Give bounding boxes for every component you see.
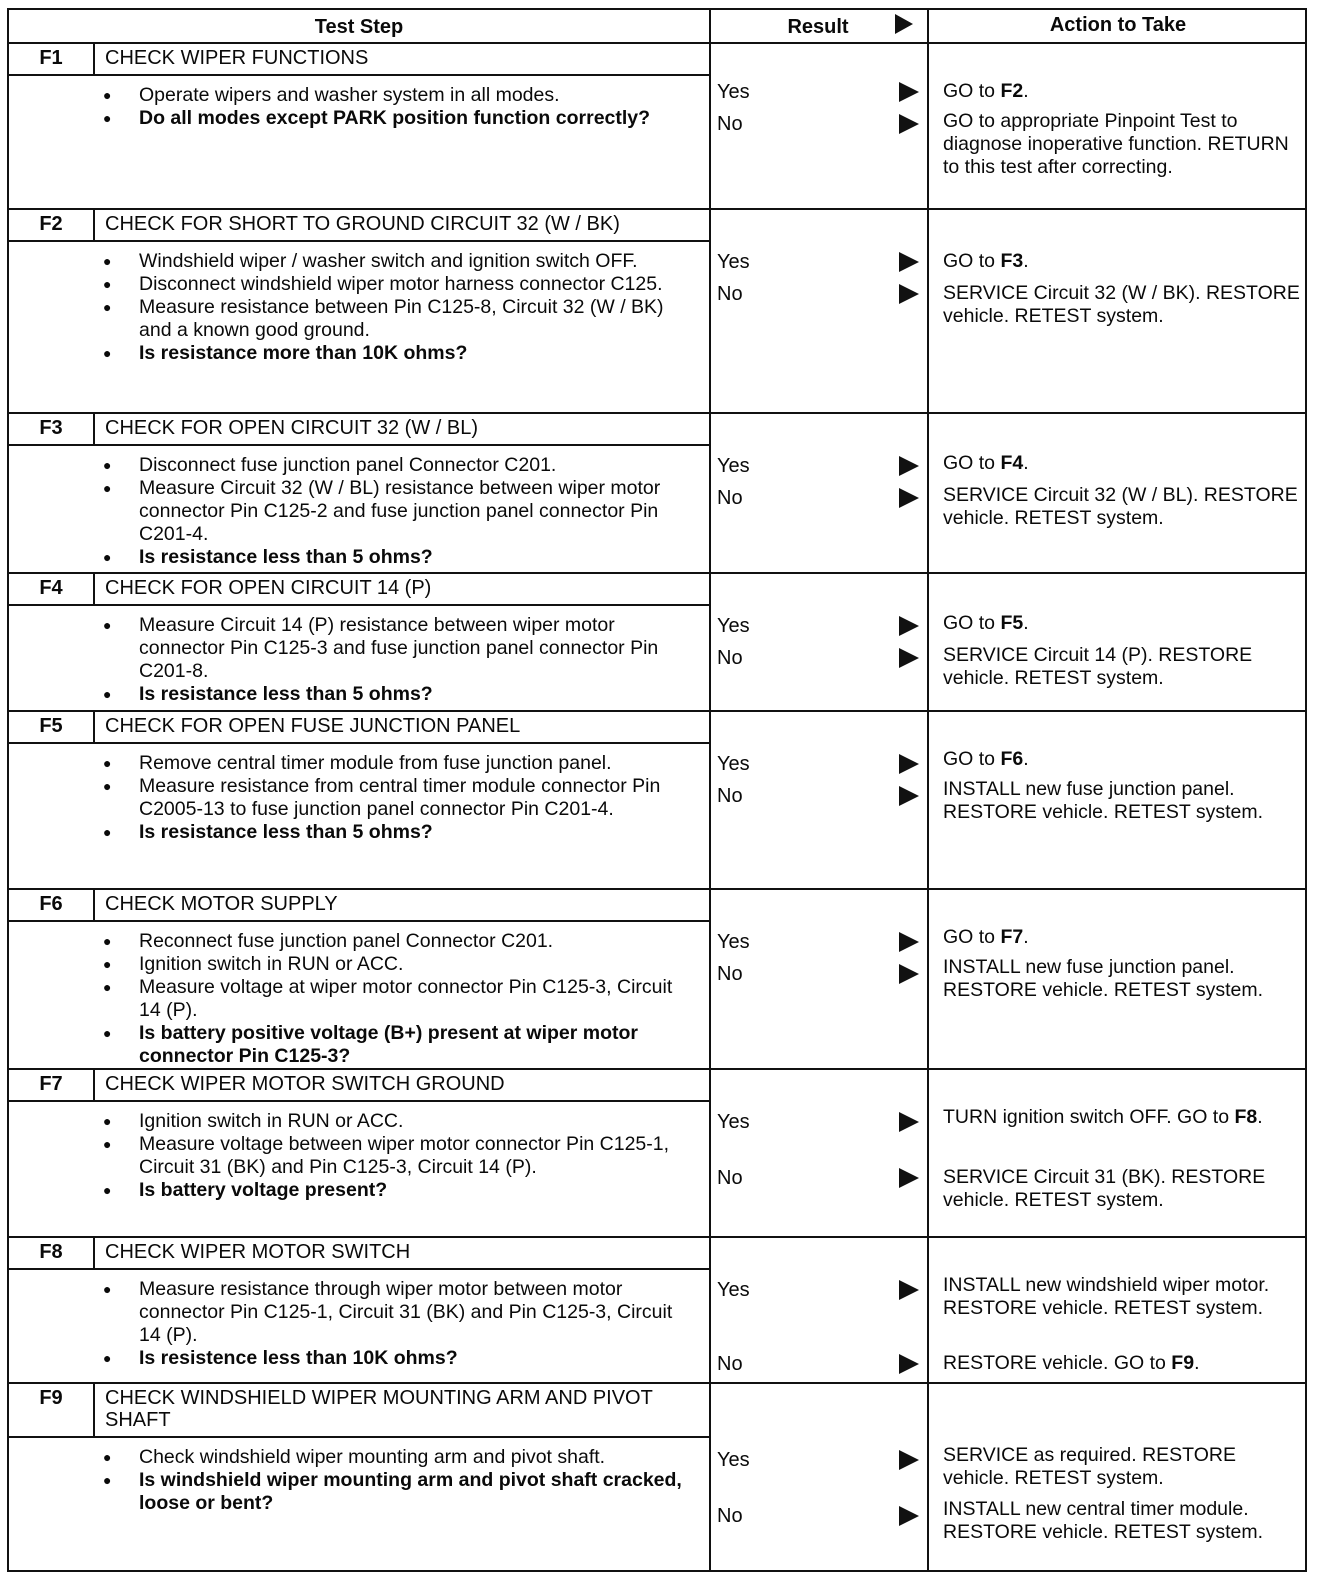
result-cell: [709, 210, 929, 412]
step-instruction: ● Ignition switch in RUN or ACC.: [9, 953, 699, 976]
step-instruction: ● Measure Circuit 14 (P) resistance between wiper motor connector Pin C125-3 and fuse junction panel connector Pin C201-8.: [9, 614, 699, 683]
step-title-bar: [9, 44, 709, 76]
step-title-bar: [9, 1384, 709, 1438]
result-yes-label: Yes: [717, 1111, 750, 1133]
result-yes: [717, 454, 919, 478]
result-yes: [717, 1448, 919, 1472]
result-no: [717, 1352, 919, 1376]
arrow-right-icon: [899, 252, 919, 272]
action-no: SERVICE Circuit 31 (BK). RESTORE vehicle. RETEST system.: [943, 1166, 1266, 1211]
test-step-cell: [9, 210, 711, 412]
step-id: F7: [9, 1070, 95, 1100]
step-title: CHECK WIPER MOTOR SWITCH GROUND: [105, 1073, 505, 1095]
step-question: ● Is resistance less than 5 ohms?: [9, 821, 699, 844]
action-cell: [929, 712, 1307, 888]
step-bullets: [9, 242, 709, 365]
result-no: [717, 282, 919, 306]
step-instruction: ● Ignition switch in RUN or ACC.: [9, 1110, 699, 1133]
step-title: CHECK WIPER MOTOR SWITCH: [105, 1241, 411, 1263]
step-instruction: ● Measure resistance between Pin C125-8, Circuit 32 (W / BK) and a known good ground.: [9, 296, 699, 342]
result-no-label: No: [717, 647, 743, 669]
result-yes-label: Yes: [717, 1449, 750, 1471]
test-step-row: [7, 1070, 1307, 1238]
action-no: INSTALL new central timer module. RESTORE vehicle. RETEST system.: [943, 1498, 1264, 1543]
result-yes-label: Yes: [717, 615, 750, 637]
action-yes: SERVICE as required. RESTORE vehicle. RETEST system.: [943, 1444, 1236, 1489]
step-id: F3: [9, 414, 95, 444]
result-no: [717, 486, 919, 510]
result-no: [717, 784, 919, 808]
test-step-row: [7, 210, 1307, 414]
step-bullets: [9, 1438, 709, 1515]
test-step-row: [7, 1384, 1307, 1572]
step-bullets: [9, 76, 709, 130]
arrow-right-icon: [899, 284, 919, 304]
test-step-cell: [9, 1070, 711, 1236]
test-step-row: [7, 414, 1307, 574]
action-cell: [929, 890, 1307, 1068]
step-bullets: [9, 1270, 709, 1370]
step-title: CHECK FOR SHORT TO GROUND CIRCUIT 32 (W / BK): [105, 213, 620, 235]
step-title-bar: [9, 712, 709, 744]
step-instruction: ● Disconnect fuse junction panel Connector C201.: [9, 454, 699, 477]
action-no: INSTALL new fuse junction panel. RESTORE vehicle. RETEST system.: [943, 778, 1264, 823]
action-yes: GO to F6.: [943, 748, 1029, 770]
step-id: F5: [9, 712, 95, 742]
step-title-bar: [9, 414, 709, 446]
test-step-cell: [9, 1384, 711, 1570]
action-cell: [929, 1238, 1307, 1382]
test-step-cell: [9, 414, 711, 572]
arrow-right-icon: [899, 1280, 919, 1300]
step-title: CHECK FOR OPEN CIRCUIT 32 (W / BL): [105, 417, 479, 439]
action-yes: TURN ignition switch OFF. GO to F8.: [943, 1106, 1263, 1128]
result-no-label: No: [717, 1353, 743, 1375]
arrow-right-icon: [899, 114, 919, 134]
action-yes: GO to F7.: [943, 926, 1029, 948]
test-step-row: [7, 890, 1307, 1070]
step-bullets: [9, 922, 709, 1068]
action-no: RESTORE vehicle. GO to F9.: [943, 1352, 1200, 1374]
header-test-step: Test Step: [9, 10, 711, 42]
result-no: [717, 1166, 919, 1190]
arrow-right-icon: [899, 1506, 919, 1526]
step-instruction: ● Measure resistance through wiper motor between motor connector Pin C125-1, Circuit 31 (BK) and Pin C125-3, Circuit 14 (P).: [9, 1278, 699, 1347]
action-cell: [929, 1384, 1307, 1570]
step-id: F8: [9, 1238, 95, 1268]
test-step-row: [7, 1238, 1307, 1384]
arrow-right-icon: [899, 456, 919, 476]
arrow-right-icon: [899, 616, 919, 636]
arrow-right-icon: [899, 82, 919, 102]
arrow-right-icon: [899, 648, 919, 668]
step-id: F6: [9, 890, 95, 920]
result-yes: [717, 1110, 919, 1134]
result-yes: [717, 1278, 919, 1302]
step-title-bar: [9, 1238, 709, 1270]
arrow-right-icon: [899, 1112, 919, 1132]
result-no-label: No: [717, 785, 743, 807]
step-question: ● Is battery voltage present?: [9, 1179, 699, 1202]
test-step-row: [7, 44, 1307, 210]
result-yes-label: Yes: [717, 251, 750, 273]
arrow-right-icon: [899, 754, 919, 774]
result-yes: [717, 930, 919, 954]
result-yes: [717, 250, 919, 274]
action-yes: GO to F2.: [943, 80, 1029, 102]
result-no-label: No: [717, 113, 743, 135]
arrow-right-icon: [899, 964, 919, 984]
step-title-bar: [9, 890, 709, 922]
step-title: CHECK WIPER FUNCTIONS: [105, 47, 369, 69]
action-cell: [929, 414, 1307, 572]
step-instruction: ● Windshield wiper / washer switch and ignition switch OFF.: [9, 250, 699, 273]
step-instruction: ● Reconnect fuse junction panel Connector C201.: [9, 930, 699, 953]
step-question: ● Is resistance more than 10K ohms?: [9, 342, 699, 365]
action-no: SERVICE Circuit 32 (W / BK). RESTORE vehicle. RETEST system.: [943, 282, 1300, 327]
arrow-right-icon: [899, 1168, 919, 1188]
test-step-cell: [9, 890, 711, 1068]
step-question: ● Is resistance less than 5 ohms?: [9, 546, 699, 569]
action-yes: GO to F5.: [943, 612, 1029, 634]
step-id: F1: [9, 44, 95, 74]
step-instruction: ● Measure voltage at wiper motor connector Pin C125-3, Circuit 14 (P).: [9, 976, 699, 1022]
result-yes-label: Yes: [717, 1279, 750, 1301]
table-body: [7, 44, 1307, 1572]
step-instruction: ● Measure Circuit 32 (W / BL) resistance between wiper motor connector Pin C125-2 and fuse junction panel connector Pin C201-4.: [9, 477, 699, 546]
step-question: ● Do all modes except PARK position function correctly?: [9, 107, 699, 130]
action-cell: [929, 210, 1307, 412]
step-question: ● Is battery positive voltage (B+) present at wiper motor connector Pin C125-3?: [9, 1022, 699, 1068]
action-cell: [929, 574, 1307, 710]
result-no: [717, 646, 919, 670]
test-step-cell: [9, 574, 711, 710]
result-yes-label: Yes: [717, 931, 750, 953]
result-cell: [709, 890, 929, 1068]
result-cell: [709, 1238, 929, 1382]
action-no: SERVICE Circuit 14 (P). RESTORE vehicle. RETEST system.: [943, 644, 1253, 689]
step-instruction: ● Disconnect windshield wiper motor harness connector C125.: [9, 273, 699, 296]
result-no: [717, 962, 919, 986]
step-title: CHECK WINDSHIELD WIPER MOUNTING ARM AND PIVOT SHAFT: [105, 1387, 653, 1431]
result-no-label: No: [717, 1167, 743, 1189]
result-yes-label: Yes: [717, 81, 750, 103]
table-header: [7, 8, 1307, 44]
action-cell: [929, 1070, 1307, 1236]
result-cell: [709, 1384, 929, 1570]
step-id: F4: [9, 574, 95, 604]
arrow-right-icon: [899, 488, 919, 508]
result-cell: [709, 574, 929, 710]
result-no-label: No: [717, 963, 743, 985]
result-no-label: No: [717, 487, 743, 509]
step-bullets: [9, 446, 709, 569]
result-no: [717, 1504, 919, 1528]
action-no: INSTALL new fuse junction panel. RESTORE vehicle. RETEST system.: [943, 956, 1264, 1001]
step-title: CHECK FOR OPEN CIRCUIT 14 (P): [105, 577, 432, 599]
result-cell: [709, 712, 929, 888]
step-title-bar: [9, 1070, 709, 1102]
test-step-cell: [9, 1238, 711, 1382]
result-no: [717, 112, 919, 136]
test-step-row: [7, 574, 1307, 712]
step-bullets: [9, 1102, 709, 1202]
result-yes-label: Yes: [717, 753, 750, 775]
step-title: CHECK FOR OPEN FUSE JUNCTION PANEL: [105, 715, 521, 737]
step-question: ● Is resistence less than 10K ohms?: [9, 1347, 699, 1370]
result-yes: [717, 614, 919, 638]
action-cell: [929, 44, 1307, 208]
step-instruction: ● Check windshield wiper mounting arm and pivot shaft.: [9, 1446, 699, 1469]
step-instruction: ● Measure voltage between wiper motor connector Pin C125-1, Circuit 31 (BK) and Pin C125-3, Circuit 14 (P).: [9, 1133, 699, 1179]
result-no-label: No: [717, 283, 743, 305]
result-yes: [717, 752, 919, 776]
result-yes-label: Yes: [717, 455, 750, 477]
action-yes: GO to F3.: [943, 250, 1029, 272]
arrow-right-icon: [899, 1450, 919, 1470]
header-action: Action to Take: [1049, 14, 1187, 36]
action-no: GO to appropriate Pinpoint Test to diagnose inoperative function. RETURN to this test after correcting.: [943, 110, 1289, 178]
action-yes: GO to F4.: [943, 452, 1029, 474]
step-bullets: [9, 606, 709, 706]
step-id: F9: [9, 1384, 95, 1436]
step-title-bar: [9, 574, 709, 606]
step-instruction: ● Operate wipers and washer system in all modes.: [9, 84, 699, 107]
test-step-cell: [9, 712, 711, 888]
step-question: ● Is windshield wiper mounting arm and pivot shaft cracked, loose or bent?: [9, 1469, 699, 1515]
step-instruction: ● Remove central timer module from fuse junction panel.: [9, 752, 699, 775]
result-cell: [709, 1070, 929, 1236]
step-title-bar: [9, 210, 709, 242]
arrow-right-icon: [899, 786, 919, 806]
result-cell: [709, 44, 929, 208]
diagnostic-table: [7, 8, 1307, 1572]
result-yes: [717, 80, 919, 104]
header-result: Result: [709, 10, 929, 42]
action-yes: INSTALL new windshield wiper motor. RESTORE vehicle. RETEST system.: [943, 1274, 1270, 1319]
step-question: ● Is resistance less than 5 ohms?: [9, 683, 699, 706]
step-instruction: ● Measure resistance from central timer module connector Pin C2005-13 to fuse junction panel connector Pin C201-4.: [9, 775, 699, 821]
step-title: CHECK MOTOR SUPPLY: [105, 893, 338, 915]
header-arrow-icon: [895, 14, 913, 34]
test-step-row: [7, 712, 1307, 890]
result-cell: [709, 414, 929, 572]
step-id: F2: [9, 210, 95, 240]
result-no-label: No: [717, 1505, 743, 1527]
test-step-cell: [9, 44, 711, 208]
step-bullets: [9, 744, 709, 844]
arrow-right-icon: [899, 932, 919, 952]
action-no: SERVICE Circuit 32 (W / BL). RESTORE vehicle. RETEST system.: [943, 484, 1298, 529]
arrow-right-icon: [899, 1354, 919, 1374]
